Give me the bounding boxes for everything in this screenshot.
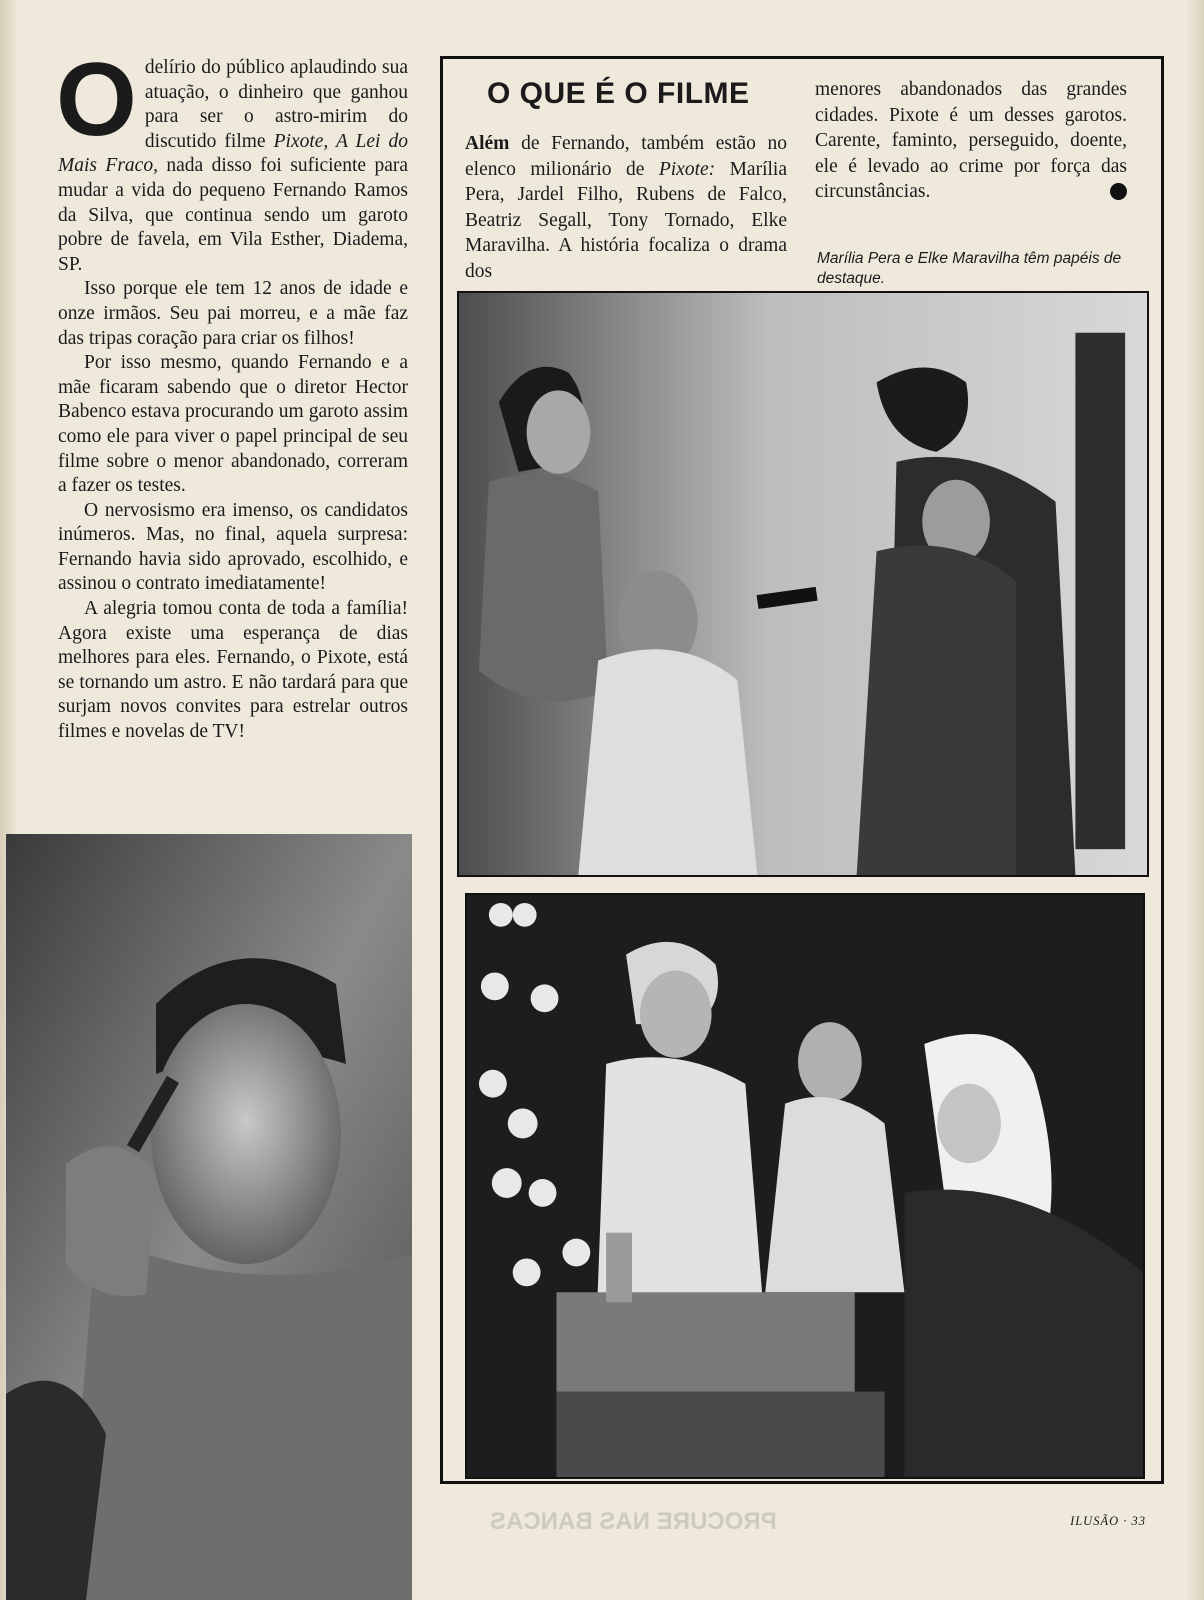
article-paragraph-2: Isso porque ele tem 12 anos de idade e onze irmãos. Seu pai morreu, e a mãe faz das tripas coração para criar os filhos! xyxy=(58,278,408,349)
page-folio: ILUSÃO · 33 xyxy=(1070,1514,1146,1528)
sidebar-lead-word: Além xyxy=(465,133,510,154)
bleed-through-text: PROCURE NAS BANCAS xyxy=(490,1508,777,1535)
sidebar-text-column-1: Além de Fernando, também estão no elenco milionário de Pixote: Marília Pera, Jardel Filho, Rubens de Falco, Beatriz Segall, Tony Tornado, Elke Maravilha. A história focaliza o drama dos xyxy=(465,133,787,282)
article-paragraph-3: Por isso mesmo, quando Fernando e a mãe ficaram sabendo que o diretor Hector Babenco estava procurando um garoto assim como ele para viver o papel principal de seu filme sobre o menor abandonado, correram a fazer os testes. xyxy=(58,352,408,497)
sidebar-text-column-2: menores abandonados das grandes cidades. Pixote é um desses garotos. Carente, faminto, perseguido, doente, ele é levado ao crime por força das circunstâncias. xyxy=(815,79,1127,202)
article-paragraph-5: A alegria tomou conta de toda a família! Agora existe uma esperança de dias melhores para eles. Fernando, o Pixote, está se tornando um astro. E não tardará para que surjam novos convites para estrelar outros filmes e novelas de TV! xyxy=(58,598,408,743)
end-bullet-icon xyxy=(1110,183,1127,200)
page-edge-right xyxy=(1188,0,1204,1600)
article-column xyxy=(56,42,409,745)
photo-boy-shaving xyxy=(6,834,412,1600)
article-paragraph-4: O nervosismo era imenso, os candidatos inúmeros. Mas, no final, aquela surpresa: Fernando havia sido aprovado, escolhido, e assinou o contrato imediatamente! xyxy=(58,499,408,595)
sidebar-film-title: Pixote: xyxy=(658,158,716,180)
drop-cap: O xyxy=(56,42,137,158)
film-title: Pixote, A Lei do Mais Fraco, xyxy=(58,130,408,177)
article-paragraph-1: Odelírio do público aplaudindo sua atuação, o dinheiro que ganhou para ser o astro-mirim do discutido filme Pixote, A Lei do Mais Fraco, nada disso foi suficiente para mudar a vida do pequeno Fernando Ramos da Silva, que continua sendo um garoto pobre de favela, em Vila Esther, Diadema, SP. xyxy=(56,42,409,275)
photo-dressing-room-scene xyxy=(465,893,1145,1479)
photo-gun-scene xyxy=(457,291,1149,877)
photo-caption: Marília Pera e Elke Maravilha têm papéis de destaque. xyxy=(817,250,1122,287)
sidebar-title: O QUE É O FILME xyxy=(487,77,750,110)
sidebar-box xyxy=(440,56,1164,1484)
